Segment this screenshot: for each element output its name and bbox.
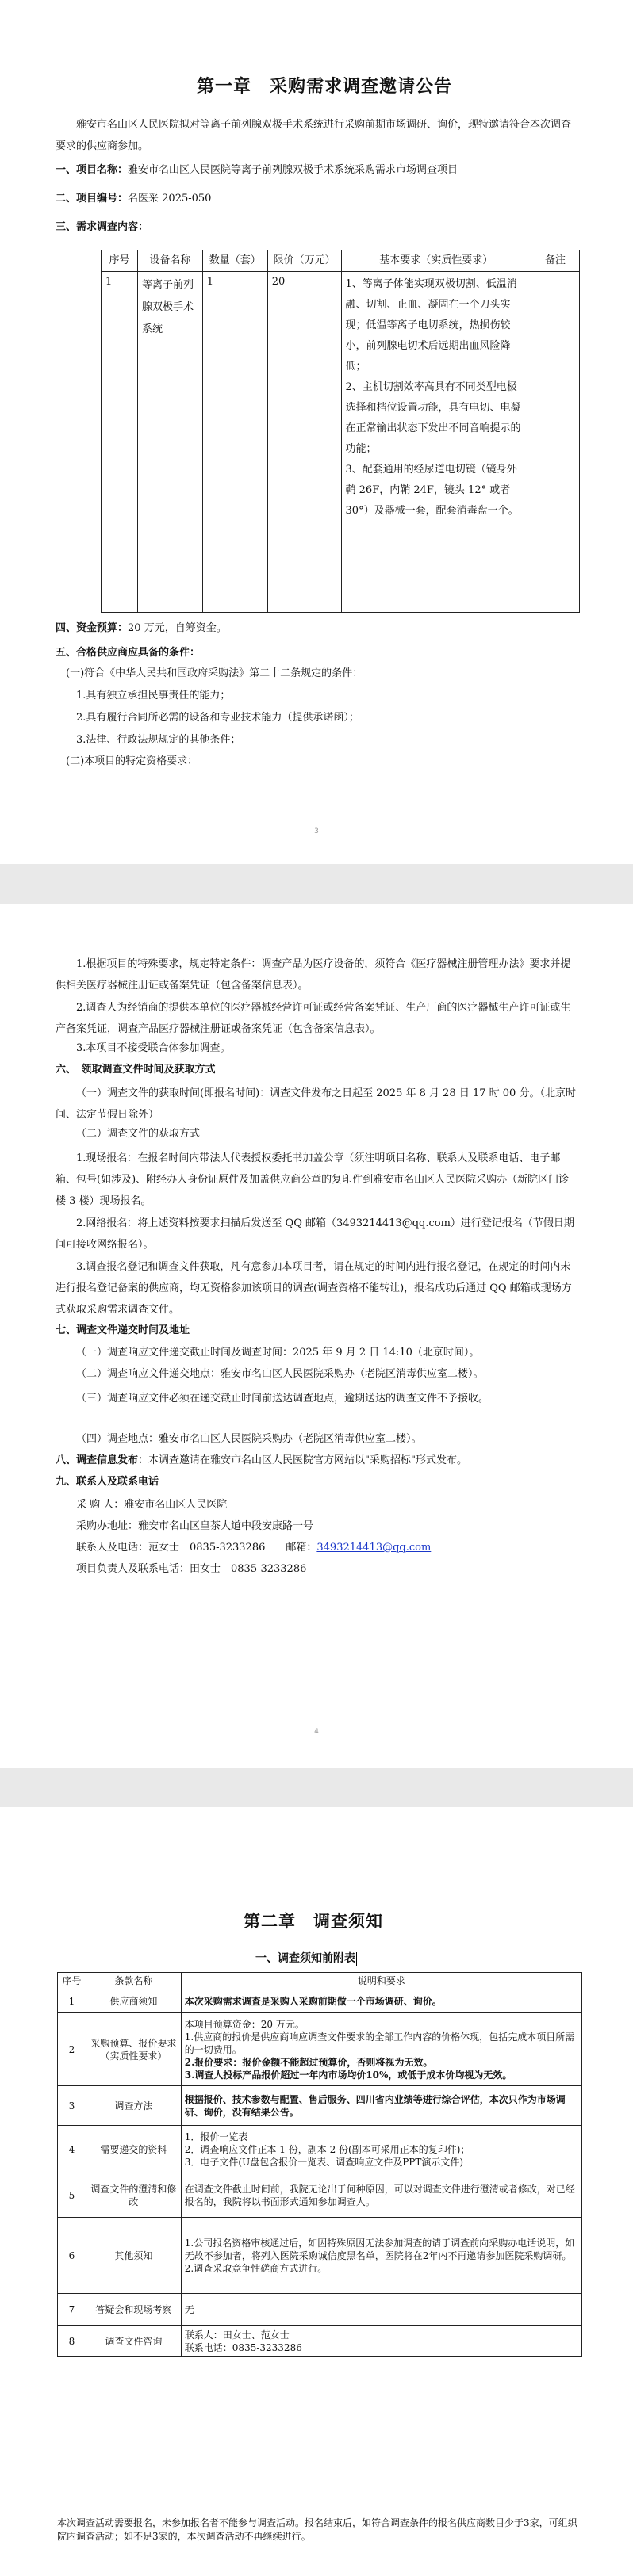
table-row bbox=[58, 2126, 582, 2173]
cell-name: 采购预算、报价要求（实质性要求） bbox=[86, 2013, 181, 2086]
section-eight bbox=[56, 1453, 467, 1469]
cell-no: 8 bbox=[58, 2326, 86, 2357]
section-six-item: 3.调查报名登记和调查文件获取，凡有意参加本项目者，请在规定的时间内进行报名登记，在规定的时间内未进行报名登记备案的供应商，均无资格参加该项目的调查(调查资格不能转让)，报名成功后通过 QQ 邮箱或现场方式获取采购需求调查文件。 bbox=[56, 1261, 572, 1316]
desc-line bbox=[185, 2143, 578, 2156]
cell-no: 6 bbox=[58, 2218, 86, 2294]
cell-name: 调查文件的澄清和修改 bbox=[86, 2173, 181, 2218]
header-cell: 条款名称 bbox=[86, 1973, 181, 1989]
cell-desc bbox=[181, 2013, 581, 2086]
contact-address: 采购办地址：雅安市名山区皇茶大道中段安康路一号 bbox=[76, 1520, 314, 1532]
intro-paragraph: 雅安市名山区人民医院拟对等离子前列腺双极手术系统进行采购前期市场调研、询价，现特邀请符合本次调查要求的供应商参加。 bbox=[56, 119, 572, 152]
header-cell: 设备名称 bbox=[137, 250, 202, 272]
qualification-item: (二)本项目的特定资格要求： bbox=[66, 755, 198, 767]
qualification-item: (一)符合《中华人民共和国政府采购法》第二十二条规定的条件： bbox=[66, 667, 363, 679]
chapter-two-title: 第二章 调查须知 bbox=[244, 1911, 383, 1931]
qualification-item: 3.法律、行政法规规定的其他条件； bbox=[76, 734, 241, 746]
header-cell: 基本要求（实质性要求） bbox=[341, 250, 531, 272]
section-nine-heading: 九、联系人及联系电话 bbox=[56, 1476, 159, 1488]
requirement-paragraph: 1.根据项目的特殊要求，规定特定条件：调查产品为医疗设备的，须符合《医疗器械注册管理办法》要求并提供相关医疗器械注册证或备案凭证（包含备案信息表）。 bbox=[56, 958, 571, 992]
section-seven-item: （一）调查响应文件递交截止时间及调查时间：2025 年 9 月 2 日 14:10（北京时间）。 bbox=[76, 1347, 480, 1359]
section-qualification-heading: 五、合格供应商应具备的条件： bbox=[56, 647, 201, 659]
section-label: 二、项目编号： bbox=[56, 193, 129, 204]
section-six-heading: 六、 领取调查文件时间及获取方式 bbox=[56, 1064, 216, 1076]
header-cell: 数量（套） bbox=[202, 250, 267, 272]
section-value: 20 万元，自筹资金。 bbox=[128, 622, 227, 634]
qualification-item: 1.具有独立承担民事责任的能力； bbox=[76, 690, 231, 701]
cell-name: 答疑会和现场考察 bbox=[86, 2294, 181, 2326]
desc-text: 份，副本 bbox=[288, 2143, 327, 2155]
header-cell: 备注 bbox=[531, 250, 580, 272]
cell-name: 供应商须知 bbox=[86, 1989, 181, 2013]
requirement-paragraph: 2.调查人为经销商的提供本单位的医疗器械经营许可证或经营备案凭证、生产厂商的医疗器械生产许可证或生产备案凭证，调查产品医疗器械注册证或备案凭证（包含备案信息表）。 bbox=[56, 1002, 571, 1035]
cell-desc: 1.公司报名资格审核通过后，如因特殊原因无法参加调查的请于调查前向采购办电话说明，如无故不参加者，将列入医院采购诚信度黑名单，医院将在2年内不再邀请参加医院采购调研。 2.调查采取竞争性磋商方式进行。 bbox=[181, 2218, 581, 2294]
table-row bbox=[58, 2086, 582, 2126]
cell-note bbox=[531, 272, 580, 613]
desc-line: 1．报价一览表 bbox=[184, 2131, 248, 2142]
section-six-item: （一）调查文件的获取时间(即报名时间)：调查文件发布之日起至 2025 年 8 月 28 日 17 时 00 分。（北京时间、法定节假日除外） bbox=[56, 1087, 576, 1121]
table-row bbox=[58, 2173, 582, 2218]
section-six-item: 2.网络报名：将上述资料按要求扫描后发送至 QQ 邮箱（3493214413@qq.com）进行登记报名（节假日期间可接收网络报名）。 bbox=[56, 1217, 574, 1251]
header-cell: 序号 bbox=[58, 1973, 86, 1989]
cell-name: 调查文件咨询 bbox=[86, 2326, 181, 2357]
desc-number: 2 bbox=[329, 2143, 336, 2155]
cell-no: 2 bbox=[58, 2013, 86, 2086]
notice-table bbox=[57, 1972, 582, 2357]
cell-quantity: 1 bbox=[202, 272, 267, 613]
qualification-item: 2.具有履行合同所必需的设备和专业技术能力（提供承诺函）； bbox=[76, 712, 359, 724]
table-row bbox=[58, 2013, 582, 2086]
section-value: 名医采 2025-050 bbox=[128, 193, 212, 204]
cell-desc: 根据报价、技术参数与配置、售后服务、四川省内业绩等进行综合评估，本次只作为市场调研、询价，没有结果公告。 bbox=[181, 2086, 581, 2126]
contact-label: 联系人及电话：范女士 0835-3233286 邮箱： bbox=[76, 1542, 317, 1554]
section-demand-heading: 三、需求调查内容： bbox=[56, 221, 149, 233]
section-budget bbox=[56, 621, 227, 636]
section-label: 八、调查信息发布： bbox=[56, 1454, 149, 1466]
desc-text: 2．调查响应文件正本 bbox=[184, 2143, 277, 2155]
cell-name: 其他须知 bbox=[86, 2218, 181, 2294]
cell-desc: 本次采购需求调查是采购人采购前期做一个市场调研、询价。 bbox=[181, 1989, 581, 2013]
cell-requirements: 1、等离子体能实现双极切割、低温消融、切割、止血、凝固在一个刀头实现；低温等离子电切系统，热损伤较小，前列腺电切术后远期出血风险降低； 2、主机切割效率高具有不同类型电极选择和档位设置功能，具有电切、电凝在正常输出状态下发出不同音响提示的功能； 3、配套通用的经尿道电切镜（镜身外鞘 26F，内鞘 24F，镜头 12° 或者 30°）及器械一套，配套消毒盘一个。 bbox=[341, 272, 531, 613]
desc-number: 1 bbox=[279, 2143, 286, 2155]
section-value: 雅安市名山区人民医院等离子前列腺双极手术系统采购需求市场调查项目 bbox=[128, 164, 458, 176]
cell-desc: 在调查文件截止时间前，我院无论出于何种原因，可以对调查文件进行澄清或者修改，对已经报名的，我院将以书面形式通知参加调查人。 bbox=[181, 2173, 581, 2218]
desc-line: 3.调查人投标产品报价超过一年内市场均价10%，或低于成本价均视为无效。 bbox=[184, 2069, 512, 2081]
section-project-name bbox=[56, 162, 458, 178]
email-link[interactable]: 3493214413@qq.com bbox=[316, 1542, 432, 1554]
contact-buyer: 采 购 人：雅安市名山区人民医院 bbox=[76, 1499, 228, 1511]
cell-no: 5 bbox=[58, 2173, 86, 2218]
section-value: 本调查邀请在雅安市名山区人民医院官方网站以"采购招标"形式发布。 bbox=[148, 1454, 467, 1466]
header-cell: 限价（万元） bbox=[267, 250, 341, 272]
cell-desc: 无 bbox=[181, 2294, 581, 2326]
cell-no: 1 bbox=[102, 272, 138, 613]
cell-no: 3 bbox=[58, 2086, 86, 2126]
contact-person bbox=[76, 1540, 431, 1556]
section-seven-item: （二）调查响应文件递交地点：雅安市名山区人民医院采购办（老院区消毒供应室二楼）。 bbox=[76, 1368, 484, 1380]
table-row bbox=[58, 2218, 582, 2294]
page-number: 3 bbox=[314, 827, 319, 835]
table-row bbox=[58, 2326, 582, 2357]
table-header-row bbox=[58, 1973, 582, 1989]
text-cursor bbox=[356, 1952, 357, 1966]
desc-line: 本项目预算资金：20 万元。 bbox=[184, 2018, 305, 2030]
section-seven-item: （三）调查响应文件必须在递交截止时间前送达调查地点，逾期送达的调查文件不予接收。 bbox=[76, 1393, 489, 1405]
section-seven-heading: 七、调查文件递交时间及地址 bbox=[56, 1324, 190, 1336]
desc-line: 3．电子文件(U盘包含报价一览表、调查响应文件及PPT演示文件) bbox=[184, 2156, 464, 2168]
desc-text: 份(副本可采用正本的复印件)； bbox=[339, 2143, 470, 2155]
cell-desc: 联系人：田女士、范女士 联系电话：0835-3233286 bbox=[181, 2326, 581, 2357]
cell-device-name: 等离子前列腺双极手术系统 bbox=[137, 272, 202, 613]
section-project-number bbox=[56, 191, 211, 207]
header-cell: 序号 bbox=[102, 250, 138, 272]
section-six-item: 1.现场报名：在报名时间内带法人代表授权委托书加盖公章（须注明项目名称、联系人及联系电话、电子邮箱、包号(如涉及)、附经办人身份证原件及加盖供应商公章的复印件到雅安市名山区人民医院采购办（新院区门诊楼 3 楼）现场报名。 bbox=[56, 1152, 570, 1207]
footer-note: 本次调查活动需要报名，未参加报名者不能参与调查活动。报名结束后，如符合调查条件的报名供应商数目少于3家，可组织院内调查活动；如不足3家的，本次调查活动不再继续进行。 bbox=[57, 2517, 577, 2542]
table-header-row bbox=[102, 250, 580, 272]
desc-line: 1.供应商的报价是供应商响应调查文件要求的全部工作内容的价格体现，包括完成本项目所需的一切费用。 bbox=[184, 2031, 575, 2055]
table-row bbox=[102, 272, 580, 613]
cell-no: 7 bbox=[58, 2294, 86, 2326]
cell-name: 调查方法 bbox=[86, 2086, 181, 2126]
section-label: 一、项目名称： bbox=[56, 164, 129, 176]
section-label: 四、资金预算： bbox=[56, 622, 129, 634]
desc-line: 2.报价要求：报价金额不能超过预算价，否则将视为无效。 bbox=[184, 2056, 433, 2068]
document-page-2 bbox=[0, 904, 633, 1768]
section-seven-item: （四）调查地点：雅安市名山区人民医院采购办（老院区消毒供应室二楼）。 bbox=[76, 1433, 422, 1445]
cell-price: 20 bbox=[267, 272, 341, 613]
document-page-1 bbox=[0, 0, 633, 864]
cell-name: 需要递交的资料 bbox=[86, 2126, 181, 2173]
table-row bbox=[58, 2294, 582, 2326]
section-subtitle bbox=[255, 1951, 357, 1966]
table-row bbox=[58, 1989, 582, 2013]
header-cell: 说明和要求 bbox=[181, 1973, 581, 1989]
requirement-paragraph: 3.本项目不接受联合体参加调查。 bbox=[76, 1042, 231, 1054]
demand-table bbox=[101, 250, 580, 613]
contact-project-manager: 项目负责人及联系电话：田女士 0835-3233286 bbox=[76, 1563, 307, 1575]
document-page-3 bbox=[0, 1807, 633, 2576]
cell-desc bbox=[181, 2126, 581, 2173]
section-six-item: （二）调查文件的获取方式 bbox=[76, 1128, 201, 1140]
cell-no: 1 bbox=[58, 1989, 86, 2013]
subtitle-text: 一、调查须知前附表 bbox=[255, 1952, 355, 1965]
page-number: 4 bbox=[314, 1728, 319, 1736]
chapter-one-title: 第一章 采购需求调查邀请公告 bbox=[197, 76, 453, 97]
cell-no: 4 bbox=[58, 2126, 86, 2173]
